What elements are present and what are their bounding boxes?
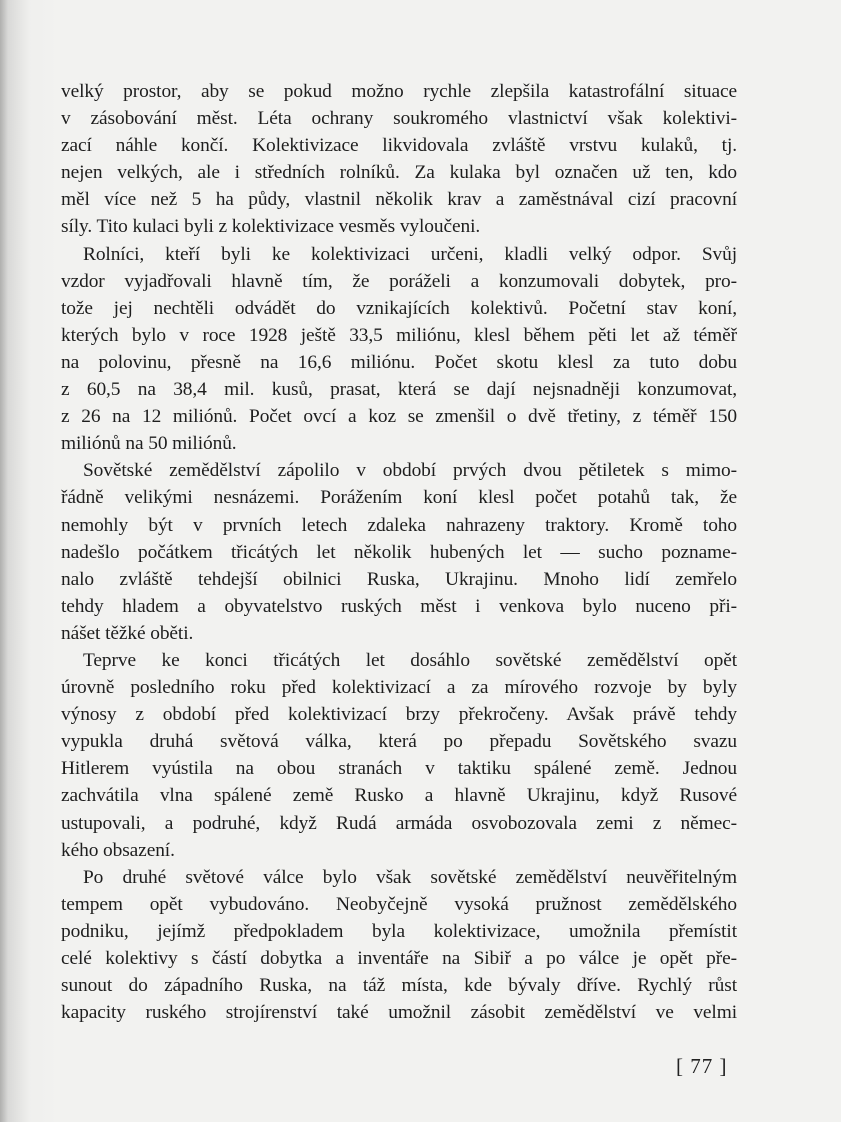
text-line: podniku, jejímž předpokladem byla kolektivizace, umožnila přemístit xyxy=(61,920,737,942)
text-line: nadešlo počátkem třicátých let několik hubených let — sucho poznamе- xyxy=(61,541,737,563)
text-line: kého obsazení. xyxy=(61,839,175,861)
text-line: nalo zvláště tehdejší obilnici Ruska, Ukrajinu. Mnoho lidí zemřelo xyxy=(61,568,737,590)
text-line: miliónů na 50 miliónů. xyxy=(61,433,237,455)
text-line: Teprve ke konci třicátých let dosáhlo sovětské zemědělství opět xyxy=(83,649,737,671)
text-line: Po druhé světové válce bylo však sovětské zemědělství neuvěřitelným xyxy=(83,866,737,888)
text-line: z 26 na 12 miliónů. Počet ovcí a koz se zmenšil o dvě třetiny, z téměř 150 xyxy=(61,406,737,428)
text-line: v zásobování měst. Léta ochrany soukromého vlastnictví však kolektivi- xyxy=(61,108,737,130)
text-line: z 60,5 na 38,4 mil. kusů, prasat, která se dají nejsnadněji konzumovat, xyxy=(61,379,737,401)
text-line: Hitlerem vyústila na obou stranách v taktiku spálené země. Jednou xyxy=(61,758,737,780)
text-line: celé kolektivy s částí dobytka a inventáře na Sibiř a po válce je opět pře- xyxy=(61,948,737,969)
page-number: [ 77 ] xyxy=(676,1054,728,1078)
text-line: síly. Tito kulaci byli z kolektivizace vesměs vyloučeni. xyxy=(61,216,481,238)
paragraph-4 xyxy=(61,647,737,864)
text-line: kterých bylo v roce 1928 ještě 33,5 miliónu, klesl během pěti let až téměř xyxy=(61,324,737,346)
text-line: vzdor vyjadřovali hlavně tím, že poráželi a konzumovali dobytek, pro- xyxy=(61,270,737,292)
text-line: sunout do západního Ruska, na táž místa, kde bývaly dříve. Rychlý růst xyxy=(61,975,737,997)
text-line: řádně velikými nesnázemi. Porážením koní klesl počet potahů tak, že xyxy=(61,487,737,509)
text-line: tože jej nechtěli odvádět do vznikajících kolektivů. Početní stav koní, xyxy=(61,297,737,319)
text-line: na polovinu, přesně na 16,6 miliónu. Počet skotu klesl za tuto dobu xyxy=(61,351,737,373)
body-text xyxy=(61,78,737,1026)
text-line: nejen velkých, ale i středních rolníků. Za kulaka byl označen už ten, kdo xyxy=(61,162,737,184)
text-line: Sovětské zemědělství zápolilo v období prvých dvou pětiletek s mimo- xyxy=(83,460,737,482)
text-line: zací náhle končí. Kolektivizace likvidovala zvláště vrstvu kulaků, tj. xyxy=(61,135,737,157)
text-line: nemohly být v prvních letech zdaleka nahrazeny traktory. Kromě toho xyxy=(61,514,737,536)
paragraph-5 xyxy=(61,864,737,1027)
text-line: velký prostor, aby se pokud možno rychle zlepšila katastrofální situace xyxy=(61,81,737,102)
text-line: měl více než 5 ha půdy, vlastnil několik krav a zaměstnával cizí pracovní xyxy=(61,189,737,211)
text-line: výnosy z období před kolektivizací brzy překročeny. Avšak právě tehdy xyxy=(61,704,737,726)
paragraph-3 xyxy=(61,457,737,647)
text-line: úrovně posledního roku před kolektivizací a za mírového rozvoje by byly xyxy=(61,677,737,699)
text-line: tehdy hladem a obyvatelstvo ruských měst i venkova bylo nuceno při- xyxy=(61,595,737,617)
paragraph-1 xyxy=(61,78,737,241)
text-line: Rolníci, kteří byli ke kolektivizaci určeni, kladli velký odpor. Svůj xyxy=(83,243,737,265)
paragraph-2 xyxy=(61,241,737,458)
text-line: kapacity ruského strojírenství také umožnil zásobit zemědělství ve velmi xyxy=(61,1002,737,1024)
text-line: tempem opět vybudováno. Neobyčejně vysoká pružnost zemědělského xyxy=(61,893,737,915)
text-line: vypukla druhá světová válka, která po přepadu Sovětského svazu xyxy=(61,731,737,753)
text-line: nášet těžké oběti. xyxy=(61,622,194,644)
text-line: zachvátila vlna spálené země Rusko a hlavně Ukrajinu, když Rusové xyxy=(61,785,737,807)
text-line: ustupovali, a podruhé, když Rudá armáda osvobozovala zemi z němec- xyxy=(61,812,737,834)
